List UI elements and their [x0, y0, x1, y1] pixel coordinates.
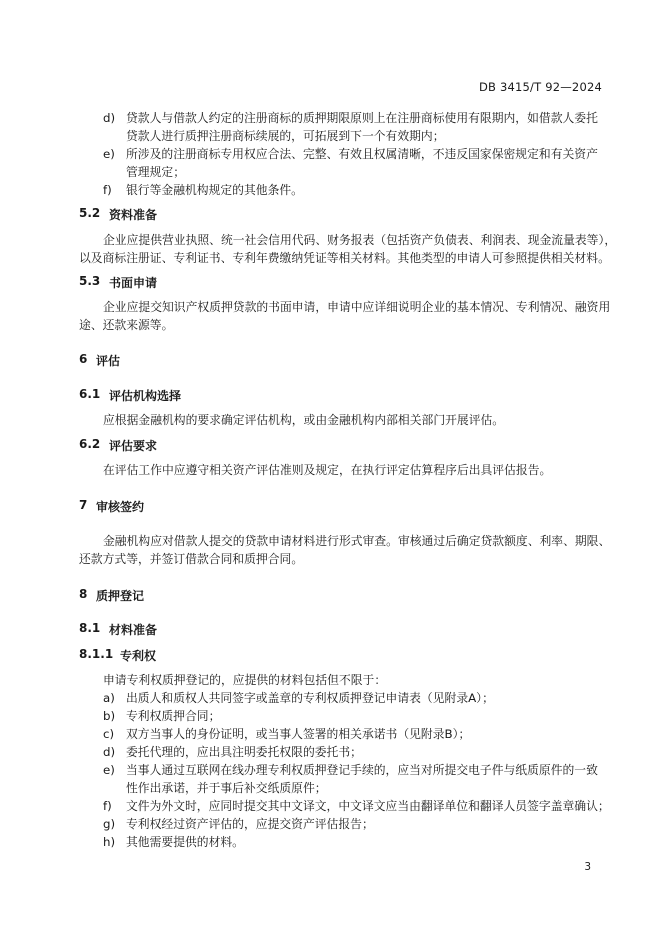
list-label: d)	[103, 111, 116, 125]
paragraph-line: 以及商标注册证、专利证书、专利年费缴纳凭证等相关材料。其他类型的申请人可参照提供相关材料。	[79, 251, 610, 265]
section-heading: 材料准备	[109, 623, 158, 637]
chapter-number: 8	[79, 587, 88, 601]
section-number: 5.2	[79, 206, 101, 220]
section-number: 6.1	[79, 387, 101, 401]
section-heading: 评估机构选择	[109, 389, 182, 403]
section-heading: 评估要求	[109, 439, 158, 453]
list-label: g)	[103, 817, 116, 831]
list-item-line: 文件为外文时，应同时提交其中文译文，中文译文应当由翻译单位和翻译人员签字盖章确认；	[126, 799, 610, 813]
list-item-line: 贷款人进行质押注册商标续展的，可拓展到下一个有效期内；	[126, 129, 445, 143]
list-item-line: 贷款人与借款人约定的注册商标的质押期限原则上在注册商标使用有限期内，如借款人委托	[126, 111, 598, 125]
chapter-number: 7	[79, 498, 88, 512]
paragraph-line: 企业应提供营业执照、统一社会信用代码、财务报表（包括资产负债表、利润表、现金流量表等），	[103, 233, 617, 247]
list-label: e)	[103, 763, 115, 777]
chapter-heading: 质押登记	[96, 589, 145, 603]
list-item-line: 管理规定；	[126, 165, 185, 179]
list-item-line: 银行等金融机构规定的其他条件。	[126, 183, 303, 197]
chapter-heading: 评估	[96, 354, 121, 368]
section-number: 6.2	[79, 437, 101, 451]
paragraph-line: 应根据金融机构的要求确定评估机构，或由金融机构内部相关部门开展评估。	[103, 413, 505, 427]
list-label: d)	[103, 745, 116, 759]
section-number: 5.3	[79, 274, 101, 288]
document-code: DB 3415/T 92—2024	[478, 80, 602, 94]
chapter-number: 6	[79, 352, 88, 366]
paragraph-line: 途、还款来源等。	[79, 318, 174, 332]
list-item-line: 性作出承诺，并于事后补交纸质原件；	[126, 781, 327, 795]
paragraph-line: 金融机构应对借款人提交的贷款申请材料进行形式审查。审核通过后确定贷款额度、利率、期限、	[103, 534, 611, 548]
subsection-heading: 专利权	[120, 649, 157, 663]
paragraph-line: 还款方式等，并签订借款合同和质押合同。	[79, 552, 304, 566]
list-label: f)	[103, 183, 112, 197]
list-item-line: 专利权经过资产评估的，应提交资产评估报告；	[126, 817, 374, 831]
list-item-line: 委托代理的，应出具注明委托权限的委托书；	[126, 745, 362, 759]
paragraph-line: 企业应提交知识产权质押贷款的书面申请，申请中应详细说明企业的基本情况、专利情况、融资用	[103, 300, 611, 314]
page-number: 3	[584, 861, 591, 873]
section-heading: 资料准备	[109, 208, 158, 222]
list-label: c)	[103, 727, 115, 741]
paragraph-line: 申请专利权质押登记的，应提供的材料包括但不限于：	[103, 673, 387, 687]
chapter-heading: 审核签约	[96, 500, 145, 514]
paragraph-line: 在评估工作中应遵守相关资产评估准则及规定，在执行评定估算程序后出具评估报告。	[103, 463, 552, 477]
subsection-number: 8.1.1	[79, 647, 114, 661]
list-item-line: 当事人通过互联网在线办理专利权质押登记手续的，应当对所提交电子件与纸质原件的一致	[126, 763, 598, 777]
list-label: h)	[103, 835, 116, 849]
list-item-line: 出质人和质权人共同签字或盖章的专利权质押登记申请表（见附录A）；	[126, 691, 494, 705]
list-item-line: 专利权质押合同；	[126, 709, 221, 723]
section-heading: 书面申请	[109, 276, 158, 290]
list-label: e)	[103, 147, 115, 161]
list-item-line: 双方当事人的身份证明，或当事人签署的相关承诺书（见附录B）；	[126, 727, 471, 741]
list-item-line: 所涉及的注册商标专用权应合法、完整、有效且权属清晰，不违反国家保密规定和有关资产	[126, 147, 598, 161]
list-label: b)	[103, 709, 116, 723]
list-label: f)	[103, 799, 112, 813]
section-number: 8.1	[79, 621, 101, 635]
list-label: a)	[103, 691, 115, 705]
list-item-line: 其他需要提供的材料。	[126, 835, 244, 849]
